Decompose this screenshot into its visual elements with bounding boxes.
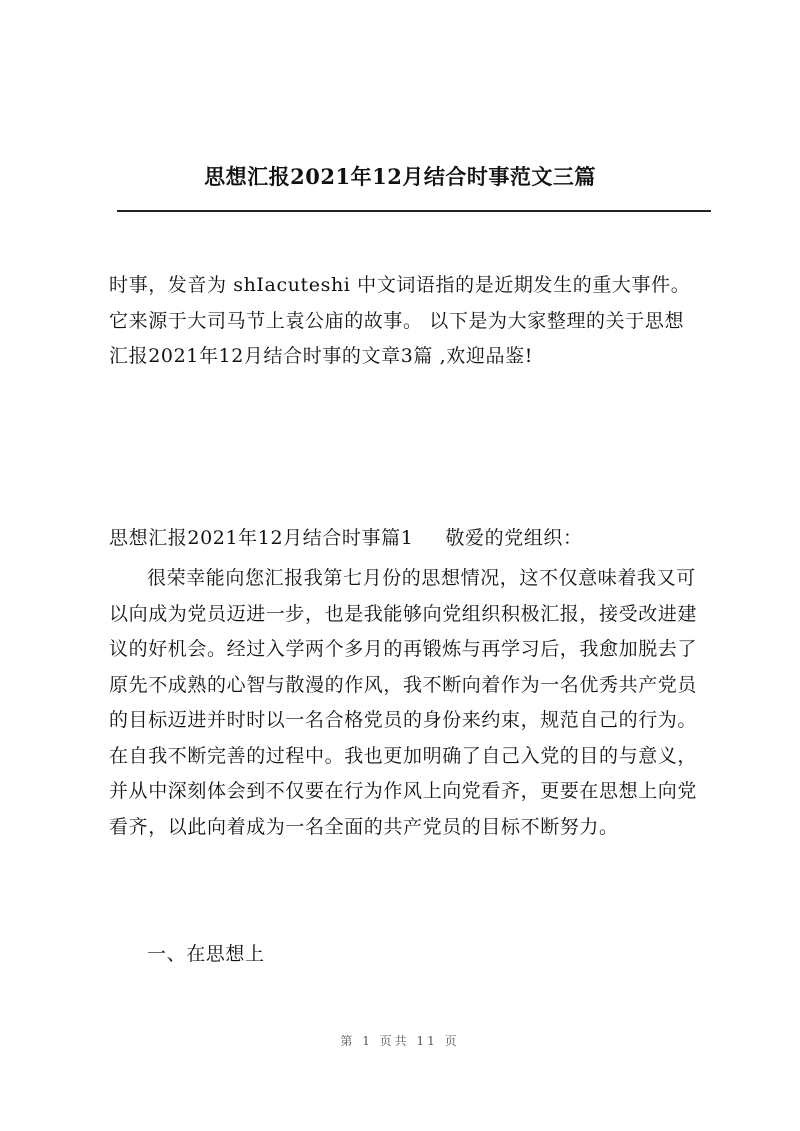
document-title: 思想汇报2021年12月结合时事范文三篇: [204, 164, 596, 189]
body-paragraph: [109, 561, 701, 845]
section-heading: 思想汇报2021年12月结合时事篇1: [109, 527, 414, 549]
intro-paragraph: 时事，发音为 shIacuteshi 中文词语指的是近期发生的重大事件。它来源于大司马节上袁公庙的故事。 以下是为大家整理的关于思想汇报2021年12月结合时事的文章3篇 ,欢迎品鉴!: [109, 274, 691, 367]
salutation: 敬爱的党组织：: [445, 527, 583, 549]
page-footer: 第 1 页共 11 页: [340, 1034, 460, 1048]
body-paragraph-text: 很荣幸能向您汇报我第七月份的思想情况，这不仅意味着我又可以向成为党员迈进一步，也是我能够向党组织积极汇报，接受改进建议的好机会。经过入学两个多月的再锻炼与再学习后，我愈加脱去了原先不成熟的心智与散漫的作风，我不断向着作为一名优秀共产党员的目标迈进并时时以一名合格党员的身份来约束，规范自己的行为。在自我不断完善的过程中。我也更加明确了自己入党的目的与意义，并从中深刻体会到不仅要在行为作风上向党看齐，更要在思想上向党看齐，以此向着成为一名全面的共产党员的目标不断努力。: [109, 567, 698, 838]
outline-item: 一、在思想上: [147, 943, 265, 965]
title-underline: [117, 210, 711, 212]
section-heading-line: [109, 521, 701, 556]
